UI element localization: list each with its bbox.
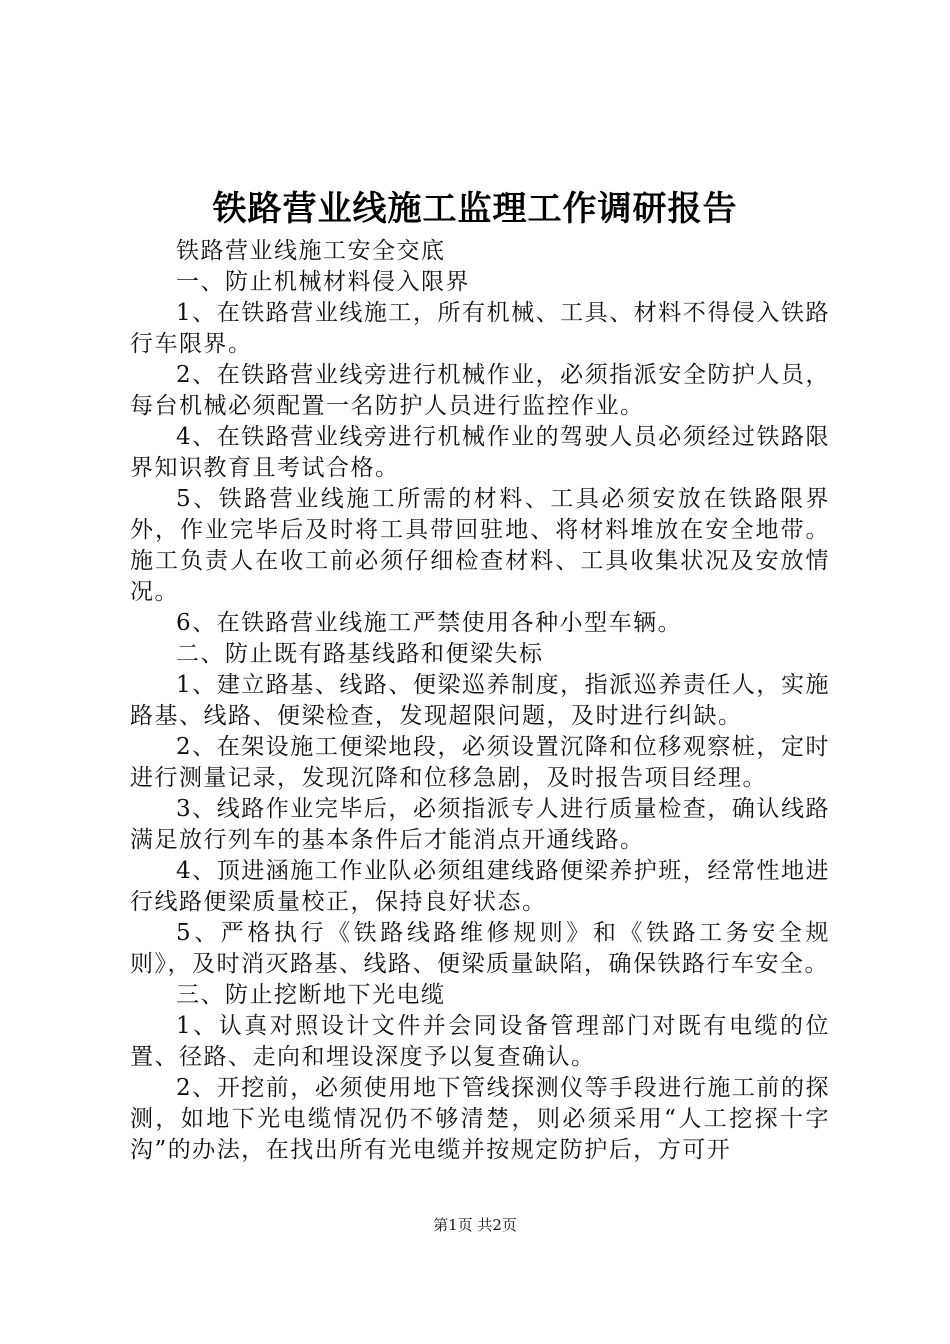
section-heading: 二、防止既有路基线路和便梁失标 (176, 641, 544, 667)
paragraph: 6、在铁路营业线施工严禁使用各种小型车辆。 (176, 610, 683, 636)
paragraph: 4、顶进涵施工作业队必须组建线路便梁养护班，经常性地进行线路便梁质量校正，保持良好状态。 (130, 858, 830, 915)
section-heading: 三、防止挖断地下光电缆 (176, 982, 446, 1008)
paragraph: 1、建立路基、线路、便梁巡养制度，指派巡养责任人，实施路基、线路、便梁检查，发现超限问题，及时进行纠缺。 (130, 672, 830, 729)
paragraph: 5、铁路营业线施工所需的材料、工具必须安放在铁路限界外，作业完毕后及时将工具带回驻地、将材料堆放在安全地带。施工负责人在收工前必须仔细检查材料、工具收集状况及安放情况。 (130, 486, 830, 605)
section-heading: 一、防止机械材料侵入限界 (176, 269, 470, 295)
paragraph: 3、线路作业完毕后，必须指派专人进行质量检查，确认线路满足放行列车的基本条件后才能消点开通线路。 (130, 796, 830, 853)
paragraph: 2、开挖前，必须使用地下管线探测仪等手段进行施工前的探测，如地下光电缆情况仍不够清楚，则必须采用“人工挖探十字沟”的办法，在找出所有光电缆并按规定防护后，方可开 (130, 1075, 830, 1163)
paragraph: 2、在架设施工便梁地段，必须设置沉降和位移观察桩，定时进行测量记录，发现沉降和位移急剧，及时报告项目经理。 (130, 734, 830, 791)
document-body (130, 236, 830, 1166)
paragraph: 4、在铁路营业线旁进行机械作业的驾驶人员必须经过铁路限界知识教育且考试合格。 (130, 424, 830, 481)
paragraph: 5、严格执行《铁路线路维修规则》和《铁路工务安全规则》，及时消灭路基、线路、便梁质量缺陷，确保铁路行车安全。 (130, 920, 830, 977)
paragraph: 2、在铁路营业线旁进行机械作业，必须指派安全防护人员，每台机械必须配置一名防护人员进行监控作业。 (130, 362, 830, 419)
paragraph: 1、认真对照设计文件并会同设备管理部门对既有电缆的位置、径路、走向和埋设深度予以复查确认。 (130, 1013, 830, 1070)
page-footer: 第1页 共2页 (433, 1216, 517, 1234)
document-title: 铁路营业线施工监理工作调研报告 (212, 189, 738, 229)
paragraph: 1、在铁路营业线施工，所有机械、工具、材料不得侵入铁路行车限界。 (130, 300, 830, 357)
paragraph: 铁路营业线施工安全交底 (176, 238, 446, 264)
